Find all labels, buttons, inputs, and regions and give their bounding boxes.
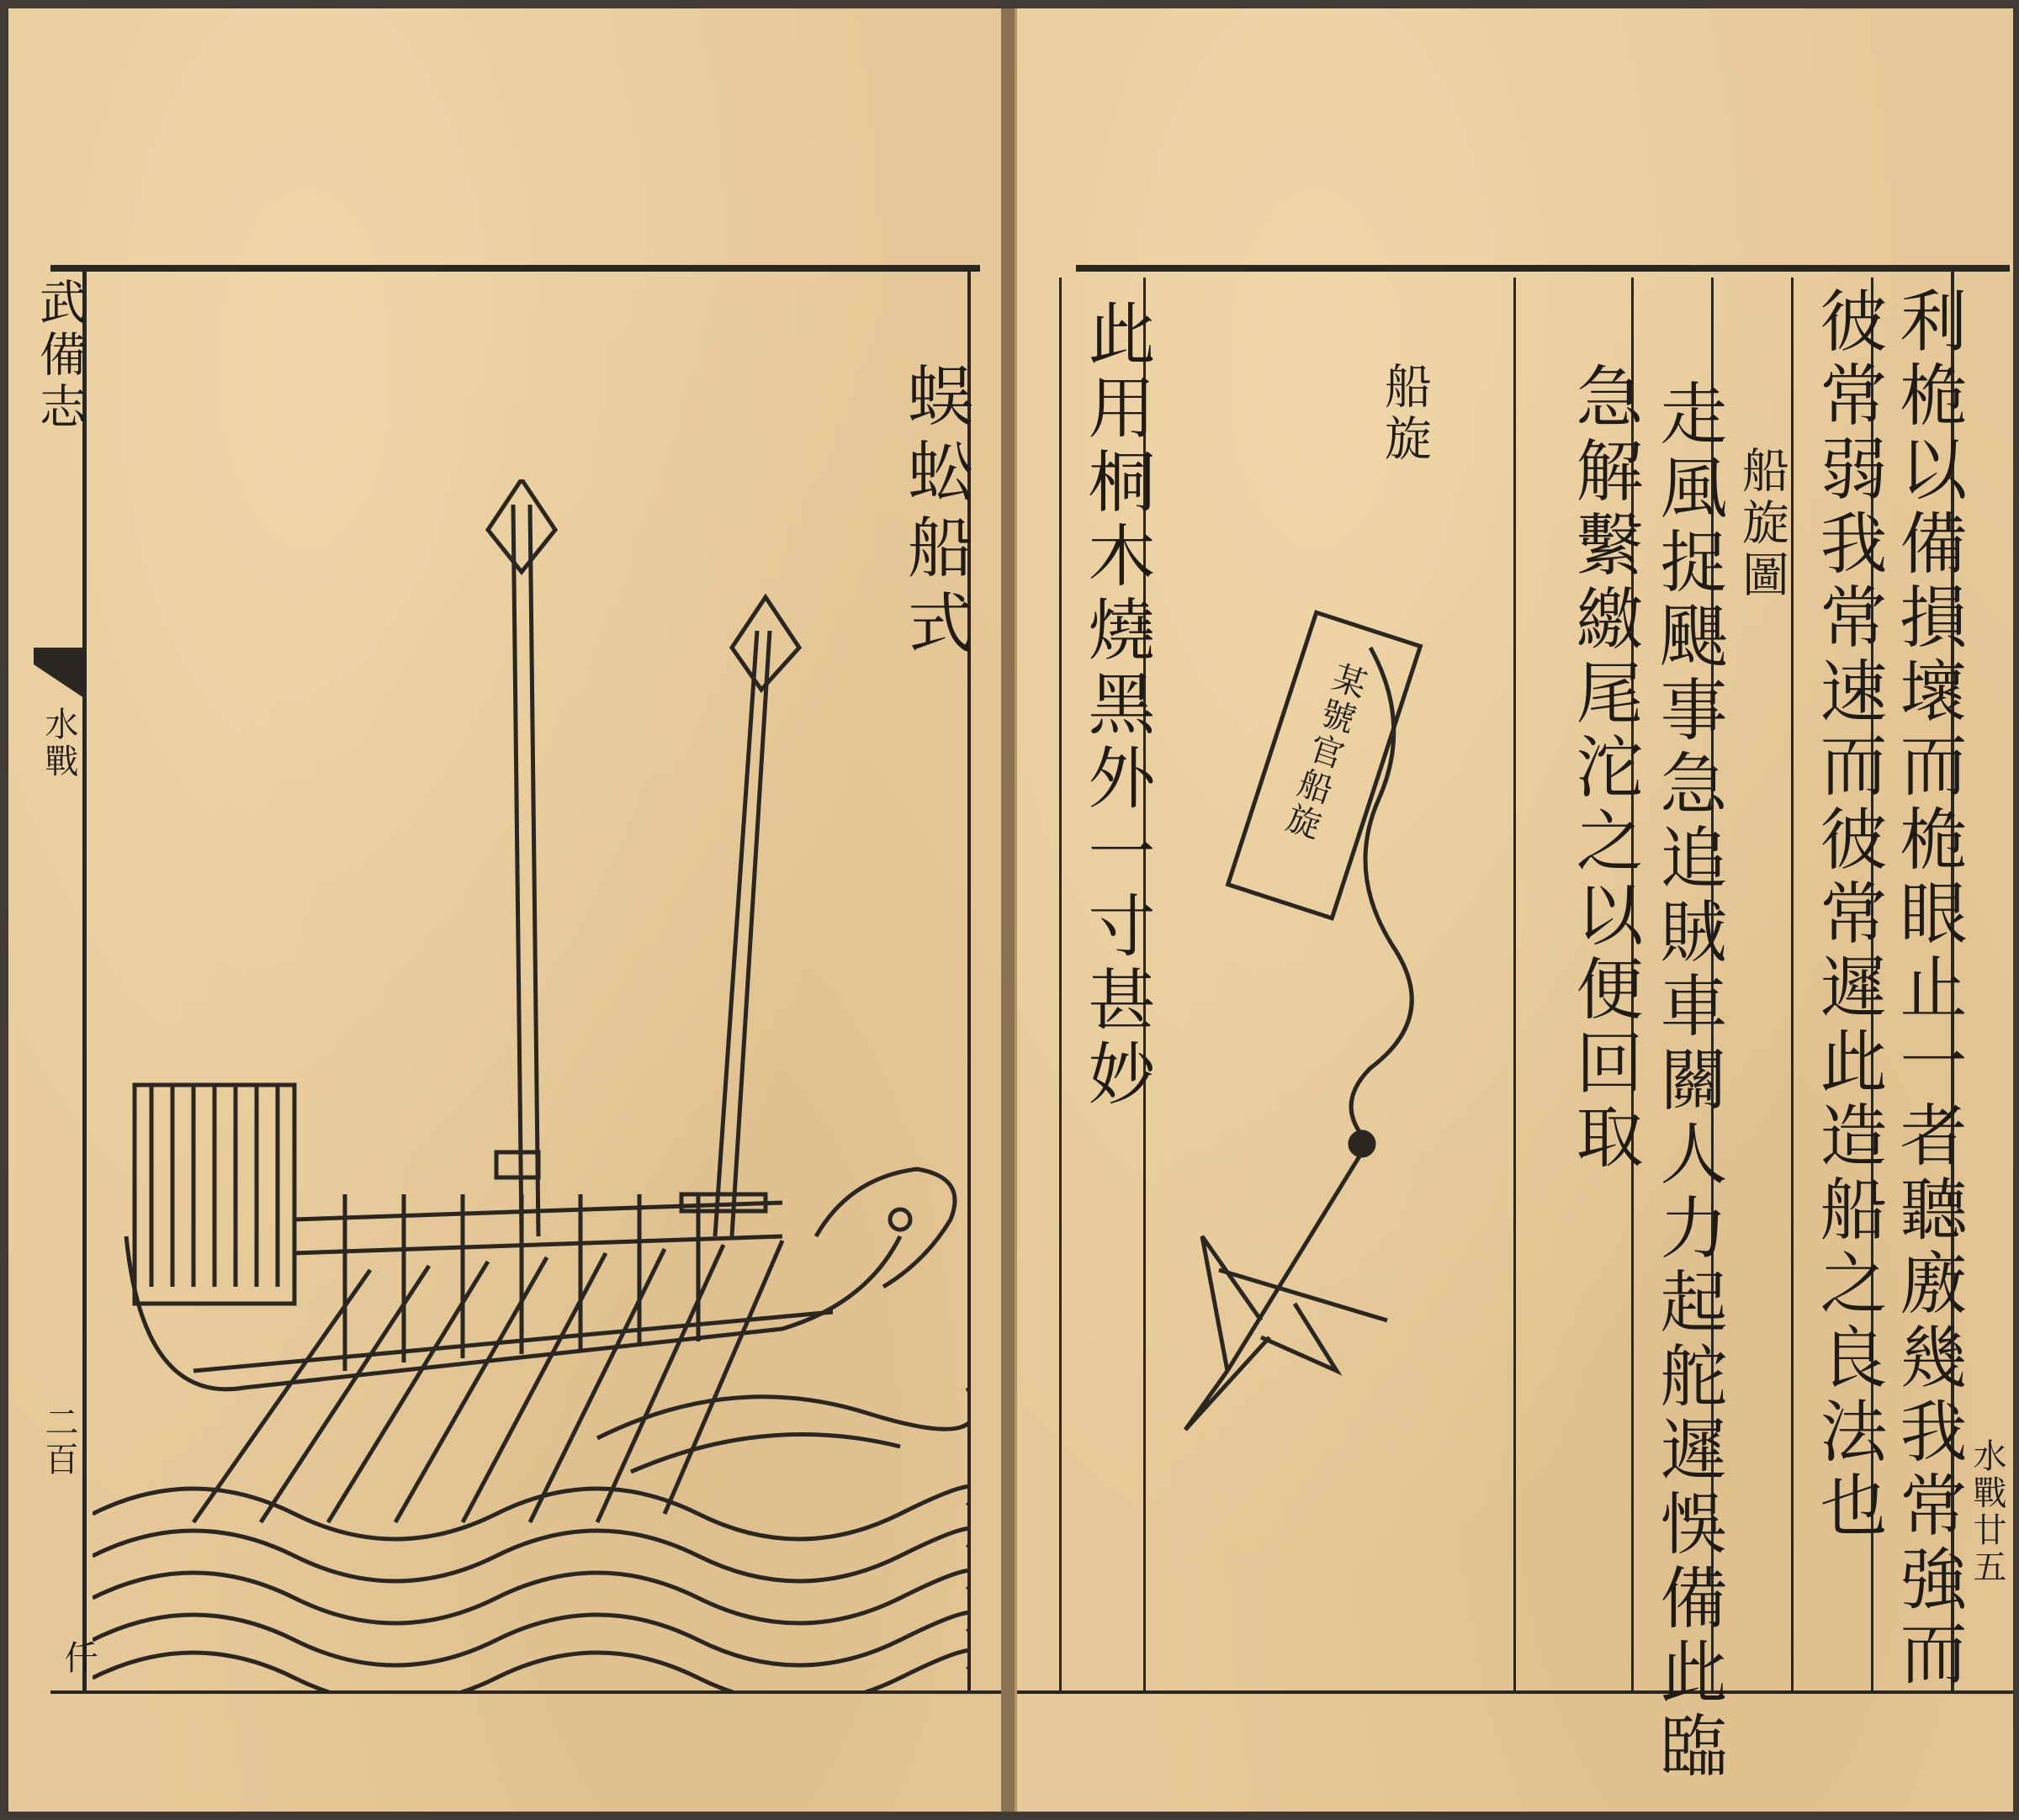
text-column-1: 利桅以備損壞而桅眼止一者聽廒幾我常強而 [1889, 286, 1967, 1692]
text-column-5: 急解繫繳尾沱之以便回取 [1565, 362, 1643, 1176]
fishtail-mark-icon [34, 648, 84, 698]
centipede-ship-illustration [93, 479, 967, 1690]
corner-mark: 仟 [59, 1640, 98, 1677]
margin-page-number: 水戰廿五 [1968, 1438, 2006, 1586]
bottom-border-rule [50, 1690, 1001, 1694]
text-column-heading: 船旋圖 [1735, 446, 1789, 602]
text-column-4: 走風捉颶事急追賊車關人力起舵遲悞備此臨 [1649, 378, 1727, 1785]
tag-text: 某號官船旋 [1276, 657, 1371, 845]
column-rule [1513, 278, 1516, 1690]
top-border-rule [50, 265, 980, 272]
bottom-border-rule [1017, 1690, 2013, 1694]
column-rule [1059, 278, 1062, 1690]
illustration-title: 蜈蚣船式 [897, 362, 972, 664]
margin-title: 武備志 [32, 278, 87, 434]
left-page [8, 8, 1004, 1812]
figure-label: 船旋 [1377, 362, 1432, 466]
top-border-rule [1076, 265, 2010, 272]
right-page [1015, 8, 2013, 1812]
margin-page-number: 二百 [40, 1405, 78, 1479]
open-book [8, 8, 2011, 1812]
text-column-2: 彼常弱我常速而彼常遲此造船之良法也 [1809, 286, 1887, 1544]
margin-section: 水戰 [40, 706, 78, 780]
note-column: 此用桐木燒黑外一寸甚妙 [1077, 299, 1155, 1113]
book-gutter [1001, 8, 1015, 1812]
